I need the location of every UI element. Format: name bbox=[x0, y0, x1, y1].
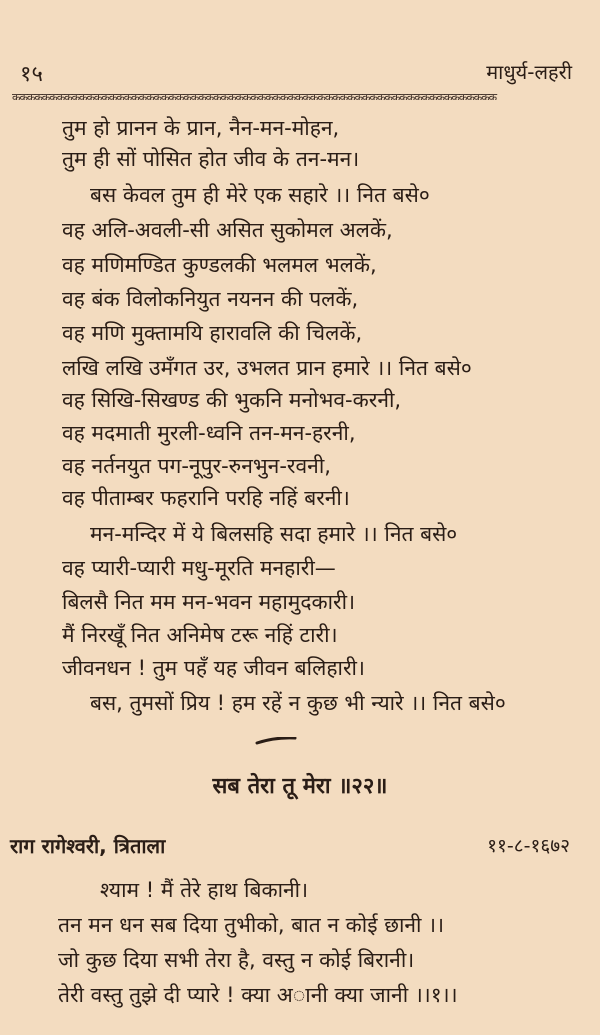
verse-line: वह नर्तनयुत पग-नूपुर-रुनभुन-रवनी, bbox=[62, 454, 331, 478]
song-line: श्याम ! मैं तेरे हाथ बिकानी। bbox=[100, 878, 309, 902]
verse-line: बस केवल तुम ही मेरे एक सहारे ।। नित बसे० bbox=[90, 183, 430, 207]
page-number: १५ bbox=[20, 62, 43, 87]
song-line: जो कुछ दिया सभी तेरा है, वस्तु न कोई बिरानी। bbox=[58, 948, 415, 972]
song-title: सब तेरा तू मेरा ॥२२॥ bbox=[212, 774, 388, 799]
section-divider bbox=[255, 737, 297, 745]
verse-line: तुम ही सों पोसित होत जीव के तन-मन। bbox=[62, 147, 360, 171]
running-title: माधुर्य-लहरी bbox=[486, 60, 572, 84]
verse-line: वह सिखि-सिखण्ड की भुकनि मनोभव-करनी, bbox=[62, 388, 402, 412]
verse-line: मन-मन्दिर में ये बिलसहि सदा हमारे ।। नित बसे० bbox=[90, 522, 458, 546]
verse-line: वह अलि-अवली-सी असित सुकोमल अलकें, bbox=[62, 218, 393, 242]
verse-line: वह प्यारी-प्यारी मधु-मूरति मनहारी— bbox=[62, 556, 336, 580]
verse-line: वह बंक विलोकनियुत नयनन की पलकें, bbox=[62, 287, 359, 311]
song-line: तन मन धन सब दिया तुभीको, बात न कोई छानी ।। bbox=[58, 913, 445, 937]
verse-line: लखि लखि उमँगत उर, उभलत प्रान हमारे ।। नित बसे० bbox=[62, 356, 472, 380]
song-date: ११-८-१६७२ bbox=[487, 835, 570, 857]
verse-line: जीवनधन ! तुम पहँ यह जीवन बलिहारी। bbox=[62, 656, 365, 680]
verse-line: तुम हो प्रानन के प्रान, नैन-मन-मोहन, bbox=[62, 116, 340, 140]
verse-line: बिलसै नित मम मन-भवन महामुदकारी। bbox=[62, 590, 356, 614]
verse-line: मैं निरखूँ नित अनिमेष टरू नहिं टारी। bbox=[62, 623, 338, 647]
page-header bbox=[20, 58, 582, 86]
verse-line: वह मणि मुक्तामयि हारावलि की चिलकें, bbox=[62, 321, 363, 345]
verse-line: वह मदमाती मुरली-ध्वनि तन-मन-हरनी, bbox=[62, 421, 356, 445]
raga-label: राग रागेश्वरी, त्रिताला bbox=[10, 834, 166, 858]
verse-line: बस, तुमसों प्रिय ! हम रहें न कुछ भी न्यारे ।। नित बसे० bbox=[90, 691, 506, 715]
verse-line: वह पीताम्बर फहरानि परहि नहिं बरनी। bbox=[62, 486, 350, 510]
song-line: तेरी वस्तु तुझे दी प्यारे ! क्या अानी क्या जानी ।।१।। bbox=[58, 983, 458, 1007]
decorative-border: ककककककककककककककककककककककककककककककककककककककककककककककककककककककककककककककककक bbox=[12, 91, 497, 100]
verse-line: वह मणिमण्डित कुण्डलकी भलमल भलकें, bbox=[62, 253, 377, 277]
